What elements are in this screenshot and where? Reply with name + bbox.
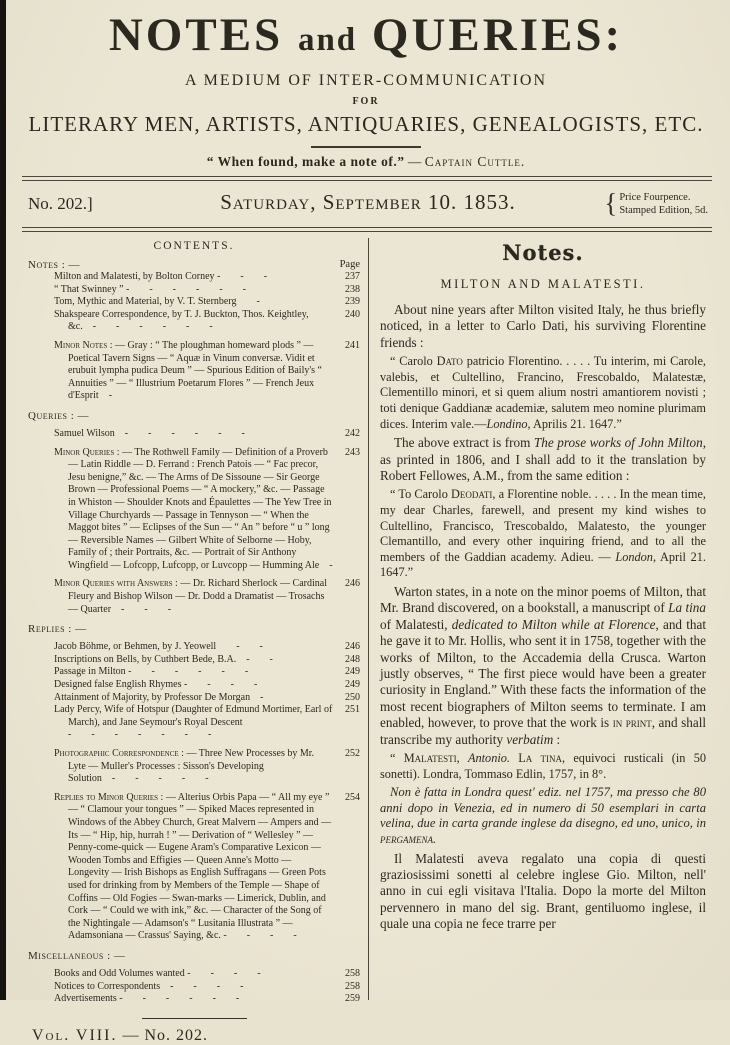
price-line2: Stamped Edition, 5d. (619, 204, 708, 216)
for-word: FOR (352, 96, 380, 107)
toc-row: Milton and Malatesti, by Bolton Corney - - - 237 (54, 271, 360, 282)
toc-row: Advertisements - - - - - - 259 (54, 993, 360, 1005)
toc-row: Designed false English Rhymes - - - - 249 (54, 679, 360, 691)
issue-row (28, 186, 708, 224)
article-paragraph: “ Malatesti, Antonio. La tina, equivoci rusticali (in 50 sonetti). Londra, Tommaso Edlin, 1757, in 8°. (380, 751, 706, 781)
toc-row: Minor Notes : — Gray : “ The ploughman homeward plods ” — Poetical Tavern Signs — “ Aquæ in Vinum conversæ. Vidit et erubuit lympha pudica Deum ” — Spurious Edition of Baily's “ Annuities ” — “ Illustrium Poetarum Flores ” — French Jeux d'Esprit - 241 (54, 339, 360, 402)
issue-date: Saturday, September 10. 1853. (220, 190, 516, 214)
toc-row: Jacob Böhme, or Behmen, by J. Yeowell - - 246 (54, 641, 360, 653)
volume-rule (142, 1018, 247, 1019)
audience-line: LITERARY MEN, ARTISTS, ANTIQUARIES, GENEALOGISTS, ETC. (28, 112, 704, 136)
toc-section-label: Notes : — Page (28, 259, 360, 271)
toc-row: Photographic Correspondence : — Three New Processes by Mr. Lyte — Muller's Processes : Sisson's Developing Solution - - - - - 252 (54, 748, 360, 785)
toc-row: Tom, Mythic and Material, by V. T. Sternberg - 239 (54, 296, 360, 308)
toc-row: “ That Swinney ” - - - - - - 238 (54, 283, 360, 295)
contents-column (28, 240, 360, 1045)
article-title: MILTON AND MALATESTI. (440, 277, 646, 291)
toc-row: Minor Queries with Answers : — Dr. Richard Sherlock — Cardinal Fleury and Bishop Wilson — Dr. Dodd a Dramatist — Trosachs — Quarter - - - 246 (54, 578, 360, 615)
masthead (20, 10, 712, 170)
motto-quote: “ When found, make a note of.” (206, 154, 405, 169)
article-paragraph: Il Malatesti aveva regalato una copia di questi graziosissimi sonetti al celebre inglese Gio. Milton, nell' anno in cui egli visitava l'Italia. Dopo la morte del Milton pervennero in mano del sig. Brant, gentiluomo inglese, il quale una copia ne fece trarre per (380, 850, 706, 932)
toc-row: Samuel Wilson - - - - - - 242 (54, 427, 360, 439)
toc-row: Shakspeare Correspondence, by T. J. Buckton, Thos. Keightley, &c. - - - - - - 240 (54, 308, 360, 333)
article-paragraph: The above extract is from The prose works of John Milton, as printed in 1806, and I shall add to it the translation by Robert Fellowes, A.M., from the same edition : (380, 435, 706, 483)
article-paragraph: Warton states, in a note on the minor poems of Milton, that Mr. Brand discovered, on a bookstall, a manuscript of La tina of Malatesti, dedicated to Milton while at Florence, and that he gave it to Mr. Hollis, who sent it in 1758, together with the works of Milton, to the Accademia della Crusca. Warton justly observes, “ The first piece would have been a greater curiosity in England.” With these facts the information of the most recent biographers of Milton seems to terminate. I am enabled, however, to prove that the work is in print, and shall transcribe my authority verbatim : (380, 583, 707, 747)
motto-rule (311, 146, 421, 148)
book-spine-edge (0, 0, 6, 1000)
masthead-rule-top (22, 176, 712, 181)
notes-section-heading: Notes. (502, 240, 584, 265)
toc-row: Minor Queries : — The Rothwell Family — Definition of a Proverb — Latin Riddle — D. Ferrand : French Patois — “ Fac precor, Jesu benigne,” &c. — The Arms of De Sissoune — Sir George Brown — Professional Poems — “ A mockery,” &c. — Passage in Whiston — Shoulder Knots and Épaulettes — The Yew Tree in Village Churchyards — Passage in Tennyson — “ When the Maggot bites ” — Eclipses of the Sun — “ An ” before “ u ” long — Reversible Names — Gilbert White of Selborne — Hoby, Family of ; their Portraits, &c. — Portrait of Sir Anthony Wingfield — Lofcopp, Lufcopp, or Luvcopp — Humming Ale - 243 (54, 446, 360, 571)
motto-line: “ When found, make a note of.” — Captain Cuttle. (206, 154, 526, 169)
toc-row: Inscriptions on Bells, by Cuthbert Bede, B.A. - - 248 (54, 653, 360, 665)
toc-row: Lady Percy, Wife of Hotspur (Daughter of Edmund Mortimer, Earl of March), and Jane Seymour's Royal Descent - - - - - - - 251 (54, 704, 360, 741)
toc-section-label: Miscellaneous : — (28, 949, 126, 962)
toc-row: Passage in Milton - - - - - - 249 (54, 666, 360, 678)
publication-subtitle: A MEDIUM OF INTER-COMMUNICATION (185, 72, 547, 89)
publication-title: NOTES and QUERIES: (108, 9, 624, 61)
article-paragraph: About nine years after Milton visited Italy, he thus briefly noticed, in a letter to Carlo Dati, his surviving Florentine friends : (380, 302, 706, 350)
toc-row: Replies to Minor Queries : — Alterius Orbis Papa — “ All my eye ” — “ Clamour your tongues ” — Spiked Maces represented in Windows of the Abbey Church, Great Malvern — Ampers and — Its — “ Hip, hip, hurrah ! ” — Derivation of “ Wellesley ” — Penny-come-quick — Eugene Aram's Comparative Lexicon — Wooden Tombs and Effigies — Queen Anne's Motto — Longevity — Irish Bishops as English Suffragans — Green Pots used for drinking from by Members of the Temple — Shape of Coffins — Old Fogies — Swan-marks — Limerick, Dublin, and Cork — “ Could we with ink,” &c. — Character of the Song of the Nightingale — Adamson's “ Lusitania Illustrata ” — Adamsoniana — Crassus' Saying, &c. - - - - 254 (54, 791, 360, 942)
toc-row: Books and Odd Volumes wanted - - - - 258 (54, 967, 360, 979)
brace-glyph: { (604, 188, 618, 218)
article-column (380, 240, 706, 936)
toc-row: Attainment of Majority, by Professor De Morgan - 250 (54, 691, 360, 703)
article-paragraph: “ Carolo Dato patricio Florentino. . . . . Tu interim, mi Carole, valebis, et Cultellino, Francino, Frescobaldo, Malatestæ, Clementillo minori, et si quem alium nostri amantiorem novisti ; toti denique Gaddianæ academiæ, salutem meo nomine plurimam dices. Interim vale.—Londino, Aprilis 21. 1647.” (380, 354, 706, 431)
column-divider (368, 238, 369, 1000)
contents-heading: CONTENTS. (153, 240, 235, 252)
article-body (380, 302, 706, 933)
article-paragraph: Non è fatta in Londra quest' ediz. nel 1757, ma presso che 80 anni dopo in Venezia, ed in numero di 50 esemplari in carta velina, due in carta grande inglese da disegno, ed uno, unico, in pergamena. (380, 785, 706, 846)
masthead-rule-bottom (22, 227, 712, 232)
volume-line: Vol. VIII. — No. 202. (32, 1026, 209, 1044)
contents-list (28, 259, 360, 1006)
price-block (604, 188, 708, 219)
toc-row: Notices to Correspondents - - - - 258 (54, 980, 360, 992)
article-paragraph: “ To Carolo Deodati, a Florentine noble. . . . . In the mean time, my dear Charles, farewell, and present my kind wishes to Cultellino, Francisco, Trescobaldo, Malatesto, the younger Clemantillo, and every other inquiring friend, and to all the members of the Gaddian academy. Adieu. — London, April 21. 1647.” (380, 487, 707, 580)
issue-number: No. 202.] (28, 194, 93, 213)
toc-section-label: Queries : — (28, 409, 89, 422)
toc-section-label: Replies : — (28, 623, 87, 636)
motto-attribution: Captain Cuttle. (424, 154, 526, 169)
price-line1: Price Fourpence. (619, 191, 691, 203)
